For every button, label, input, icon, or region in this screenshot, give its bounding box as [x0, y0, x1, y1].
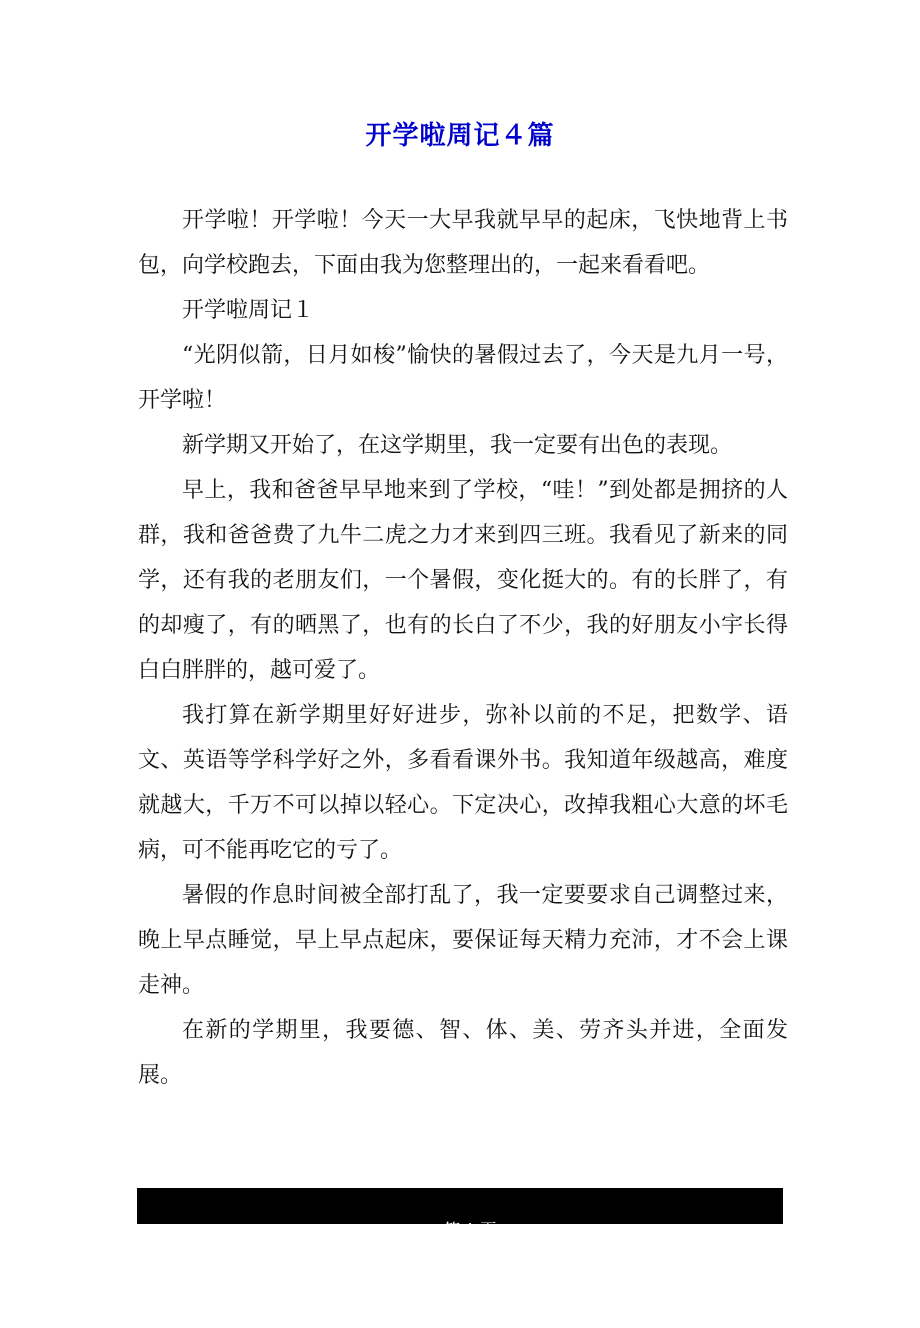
document-title: 开学啦周记４篇: [365, 121, 555, 151]
body-paragraph: 我打算在新学期里好好进步，弥补以前的不足，把数学、语文、英语等学科学好之外，多看看课外书。我知道年级越高，难度就越大，千万不可以掉以轻心。下定决心，改掉我粗心大意的坏毛病，可不能再吃它的亏了。: [138, 703, 788, 863]
body-paragraph: 暑假的作息时间被全部打乱了，我一定要要求自己调整过来，晚上早点睡觉，早上早点起床，要保证每天精力充沛，才不会上课走神。: [138, 883, 788, 998]
footer-separator: /: [467, 1248, 473, 1267]
document-body: [138, 198, 788, 1098]
page-footer: [137, 1188, 783, 1295]
body-paragraph: 早上，我和爸爸早早地来到了学校，“哇！”到处都是拥挤的人群，我和爸爸费了九牛二虎之力才来到四三班。我看见了新来的同学，还有我的老朋友们，一个暑假，变化挺大的。有的长胖了，有的却瘦了，有的晒黑了，也有的长白了不少，我的好朋友小宇长得白白胖胖的，越可爱了。: [138, 478, 788, 683]
body-paragraph: 新学期又开始了，在这学期里，我一定要有出色的表现。: [182, 433, 733, 458]
total-pages-label: 总页数 4 页: [425, 1276, 515, 1295]
section-heading: 开学啦周记１: [182, 298, 315, 323]
body-paragraph: “光阴似箭，日月如梭”愉快的暑假过去了，今天是九月一号，开学啦！: [138, 343, 788, 413]
current-page-label: 第 1 页: [443, 1220, 497, 1239]
body-paragraph: 在新的学期里，我要德、智、体、美、劳齐头并进，全面发展。: [138, 1018, 788, 1088]
intro-paragraph: 开学啦！开学啦！今天一大早我就早早的起床，飞快地背上书包，向学校跑去，下面由我为您整理出的，一起来看看吧。: [138, 208, 788, 278]
